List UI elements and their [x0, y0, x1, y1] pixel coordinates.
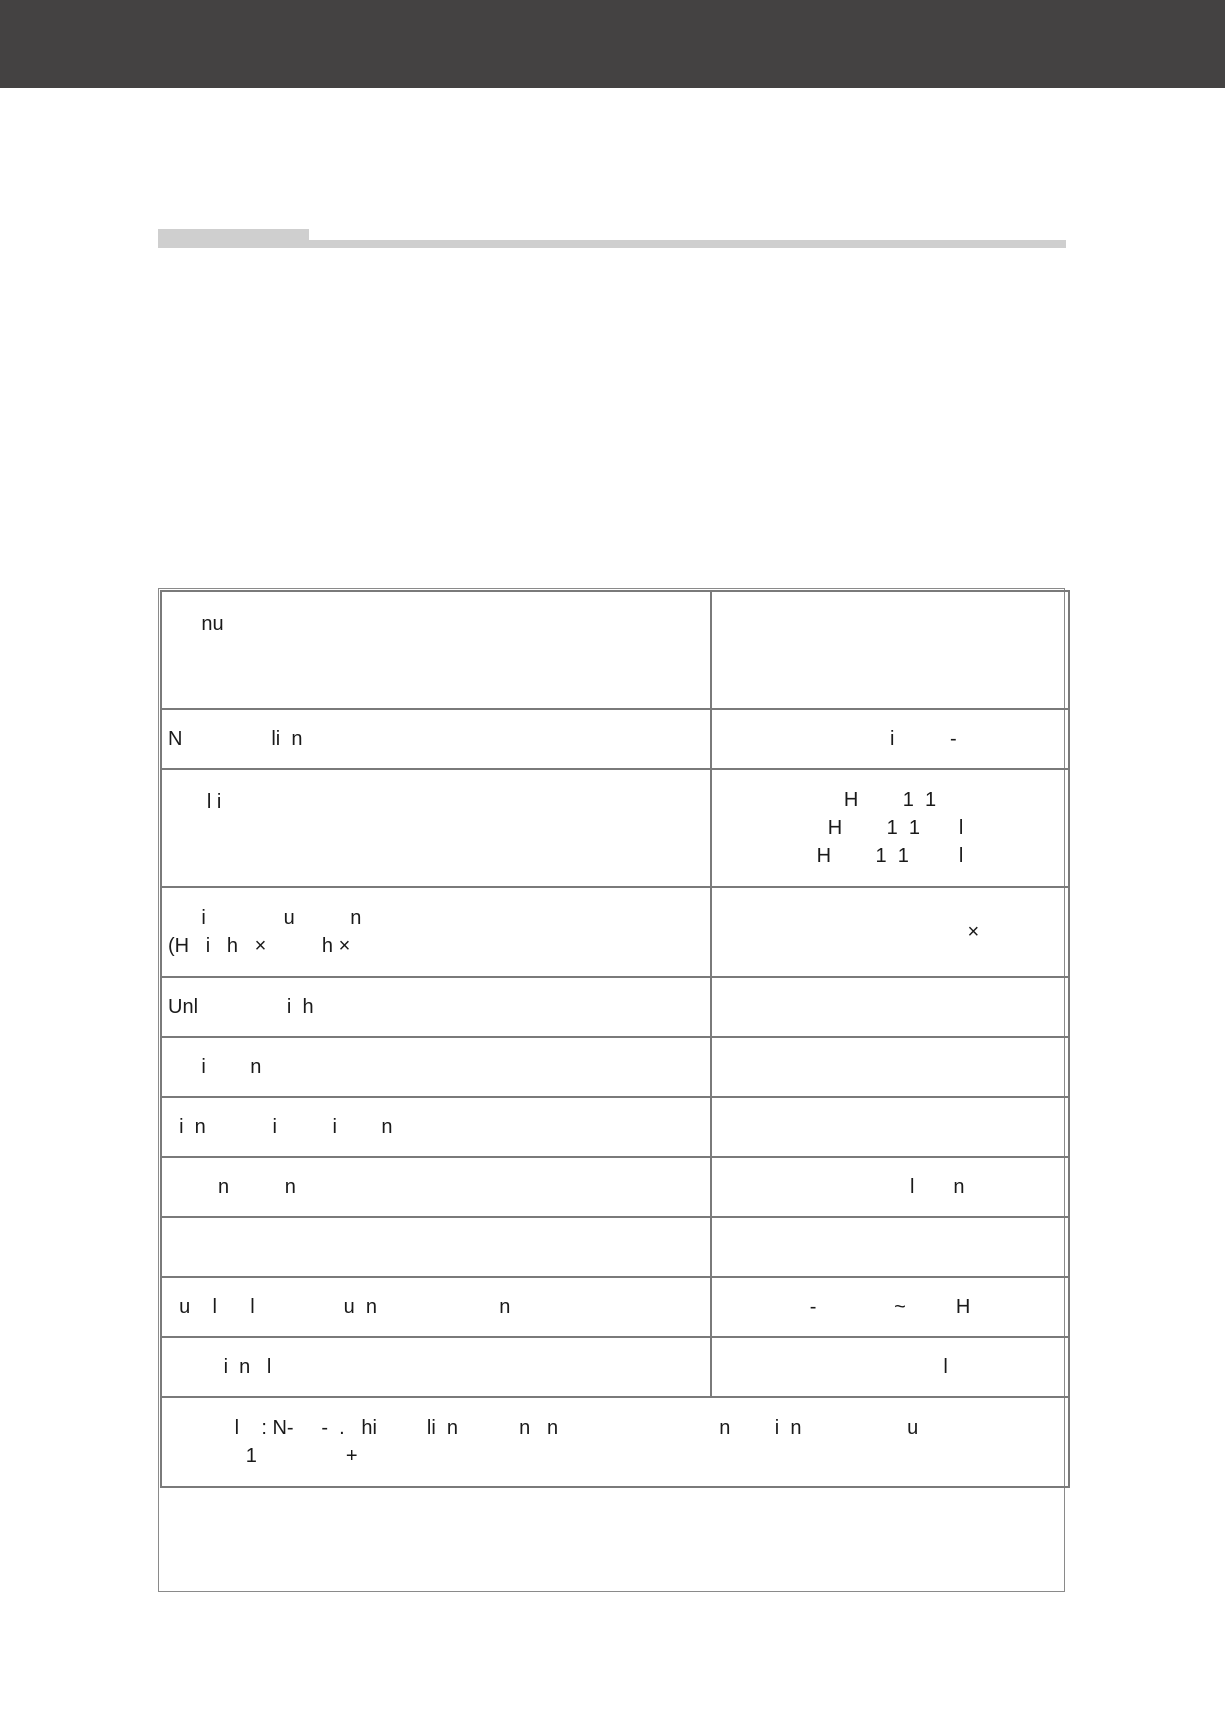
spec-value: i -	[711, 709, 1069, 769]
table-row	[161, 709, 1069, 769]
spec-value: H 1 1 H 1 1 l H 1 1 l	[711, 769, 1069, 887]
spec-label: Unl i h	[161, 977, 711, 1037]
table-row	[161, 1397, 1069, 1487]
spec-table	[160, 590, 1070, 1488]
spec-note: l : N- - . hi li n n n n i n u 1 +	[161, 1397, 1069, 1487]
spec-value	[711, 977, 1069, 1037]
spec-label: i u n (H i h × h ×	[161, 887, 711, 977]
table-row	[161, 1277, 1069, 1337]
spec-value	[711, 591, 1069, 709]
spec-label: i n l	[161, 1337, 711, 1397]
spec-label: i n i i n	[161, 1097, 711, 1157]
spec-value	[711, 1037, 1069, 1097]
page-header-banner	[0, 0, 1225, 88]
table-row	[161, 1337, 1069, 1397]
table-row	[161, 1037, 1069, 1097]
table-row	[161, 887, 1069, 977]
spec-label: i n	[161, 1037, 711, 1097]
spec-label: l i	[161, 769, 711, 887]
spec-value	[711, 1097, 1069, 1157]
spec-label: N li n	[161, 709, 711, 769]
spec-label: n n	[161, 1157, 711, 1217]
spec-label	[161, 1217, 711, 1277]
spec-label: u l l u n n	[161, 1277, 711, 1337]
table-row	[161, 1157, 1069, 1217]
spec-value: l	[711, 1337, 1069, 1397]
table-row	[161, 591, 1069, 709]
spec-value: ×	[711, 887, 1069, 977]
spec-label: nu	[161, 591, 711, 709]
spec-value: - ~ H	[711, 1277, 1069, 1337]
spec-value: l n	[711, 1157, 1069, 1217]
table-row	[161, 1097, 1069, 1157]
section-heading-rule	[158, 240, 1066, 248]
spec-value	[711, 1217, 1069, 1277]
table-row	[161, 1217, 1069, 1277]
table-row	[161, 977, 1069, 1037]
table-row	[161, 769, 1069, 887]
